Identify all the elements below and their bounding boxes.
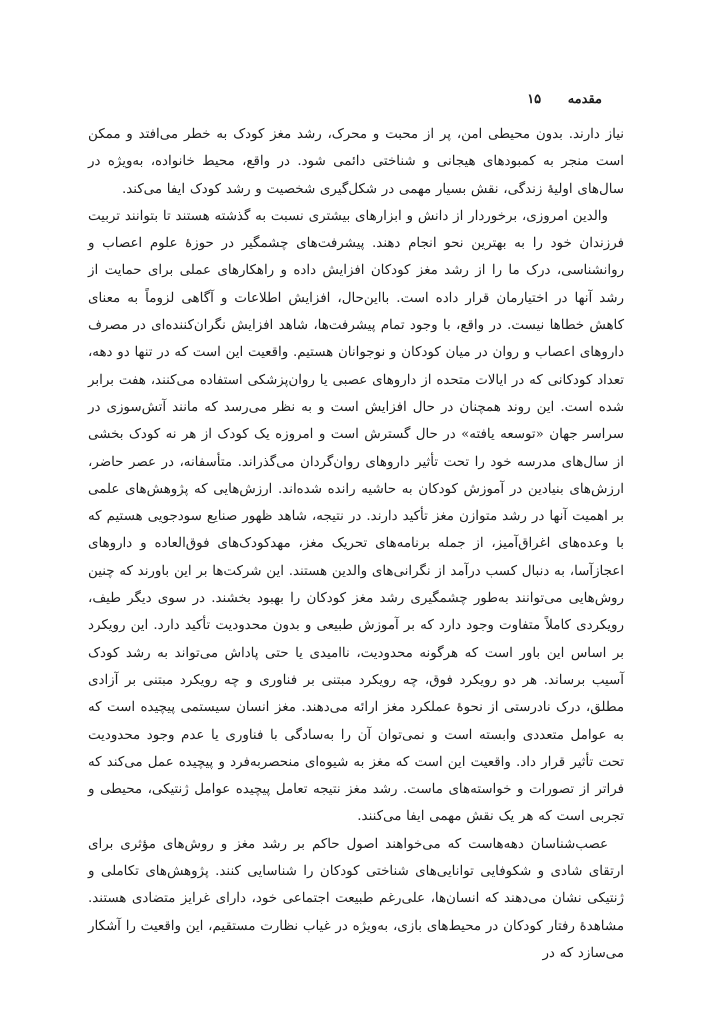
page-number: ۱۵ <box>527 92 542 107</box>
paragraph-1: نیاز دارند. بدون محیطی امن، پر از محبت و محرک، رشد مغز کودک به خطر می‌افتد و ممکن است منجر به کمبودهای هیجانی و شناختی دائمی شود. در واقع، محیط خانواده، به‌ویژه در سال‌های اولیهٔ زندگی، نقش بسیار مهمی در شکل‌گیری شخصیت و رشد کودک ایفا می‌کند. <box>88 127 624 197</box>
body-text <box>88 121 624 967</box>
paragraph-2: والدین امروزی، برخوردار از دانش و ابزارهای بیشتری نسبت به گذشته هستند تا بتوانند تربیت فرزندان خود را به بهترین نحو انجام دهند. پیشرفت‌های چشمگیر در حوزهٔ علوم اعصاب و روانشناسی، درک ما را از رشد مغز کودکان افزایش داده و راهکارهای عملی برای حمایت از رشد آنها در اختیارمان قرار داده است. بااین‌حال، افزایش اطلاعات و آگاهی لزوماً به معنای کاهش خطاها نیست. در واقع، با وجود تمام پیشرفت‌ها، شاهد افزایش نگران‌کننده‌ای در مصرف داروهای اعصاب و روان در میان کودکان و نوجوانان هستیم. واقعیت این است که در تنها دو دهه، تعداد کودکانی که در ایالات متحده از داروهای عصبی یا روان‌پزشکی استفاده می‌کنند، هفت برابر شده است. این روند همچنان در حال افزایش است و به نظر می‌رسد که مانند آتش‌سوزی در سراسر جهان «توسعه یافته» در حال گسترش است و امروزه یک کودک از هر نه کودک بخشی از سال‌های مدرسه خود را تحت تأثیر داروهای روان‌گردان می‌گذراند. متأسفانه، در عصر حاضر، ارزش‌های بنیادین در آموزش کودکان به حاشیه رانده شده‌اند. ارزش‌هایی که پژوهش‌های علمی بر اهمیت آنها در رشد متوازن مغز تأکید دارند. در نتیجه، شاهد ظهور صنایع سودجویی هستیم که با وعده‌های اغراق‌آمیز، از جمله برنامه‌های تحریک مغز، مهدکودک‌های فوق‌العاده و داروهای اعجازآسا، به دنبال کسب درآمد از نگرانی‌های والدین هستند. این شرکت‌ها بر این باورند که چنین روش‌هایی می‌توانند به‌طور چشمگیری رشد مغز کودکان را بهبود بخشند. در سوی دیگر طیف، رویکردی کاملاً متفاوت وجود دارد که بر آموزش طبیعی و بدون محدودیت تأکید دارد. این رویکرد بر اساس این باور است که هرگونه محدودیت، ناامیدی یا حتی پاداش می‌تواند به رشد کودک آسیب برساند. هر دو رویکرد فوق، چه رویکرد مبتنی بر فناوری و چه رویکرد مبتنی بر آزادی مطلق، درک نادرستی از نحوهٔ عملکرد مغز ارائه می‌دهند. مغز انسان سیستمی پیچیده است که به عوامل متعددی وابسته است و نمی‌توان آن را به‌سادگی با فناوری یا عدم وجود محدودیت تحت تأثیر قرار داد. واقعیت این است که مغز به شیوه‌ای منحصربه‌فرد و پیچیده عمل می‌کند که فراتر از تصورات و خواسته‌های ماست. رشد مغز نتیجه تعامل پیچیده عوامل ژنتیکی، محیطی و تجربی است که هر یک نقش مهمی ایفا می‌کنند. <box>87 208 624 825</box>
running-head <box>527 92 602 107</box>
chapter-title: مقدمه <box>567 92 602 107</box>
paragraph-3: عصب‌شناسان دهه‌هاست که می‌خواهند اصول حاکم بر رشد مغز و روش‌های مؤثری برای ارتقای شادی و شکوفایی توانایی‌های شناختی کودکان را شناسایی کنند. پژوهش‌های تکاملی و ژنتیکی نشان می‌دهند که انسان‌ها، علی‌رغم طبیعت اجتماعی خود، دارای غرایز متضادی هستند. مشاهدهٔ رفتار کودکان در محیط‌های بازی، به‌ویژه در غیاب نظارت مستقیم، این واقعیت را آشکار می‌سازد که در <box>88 836 624 961</box>
